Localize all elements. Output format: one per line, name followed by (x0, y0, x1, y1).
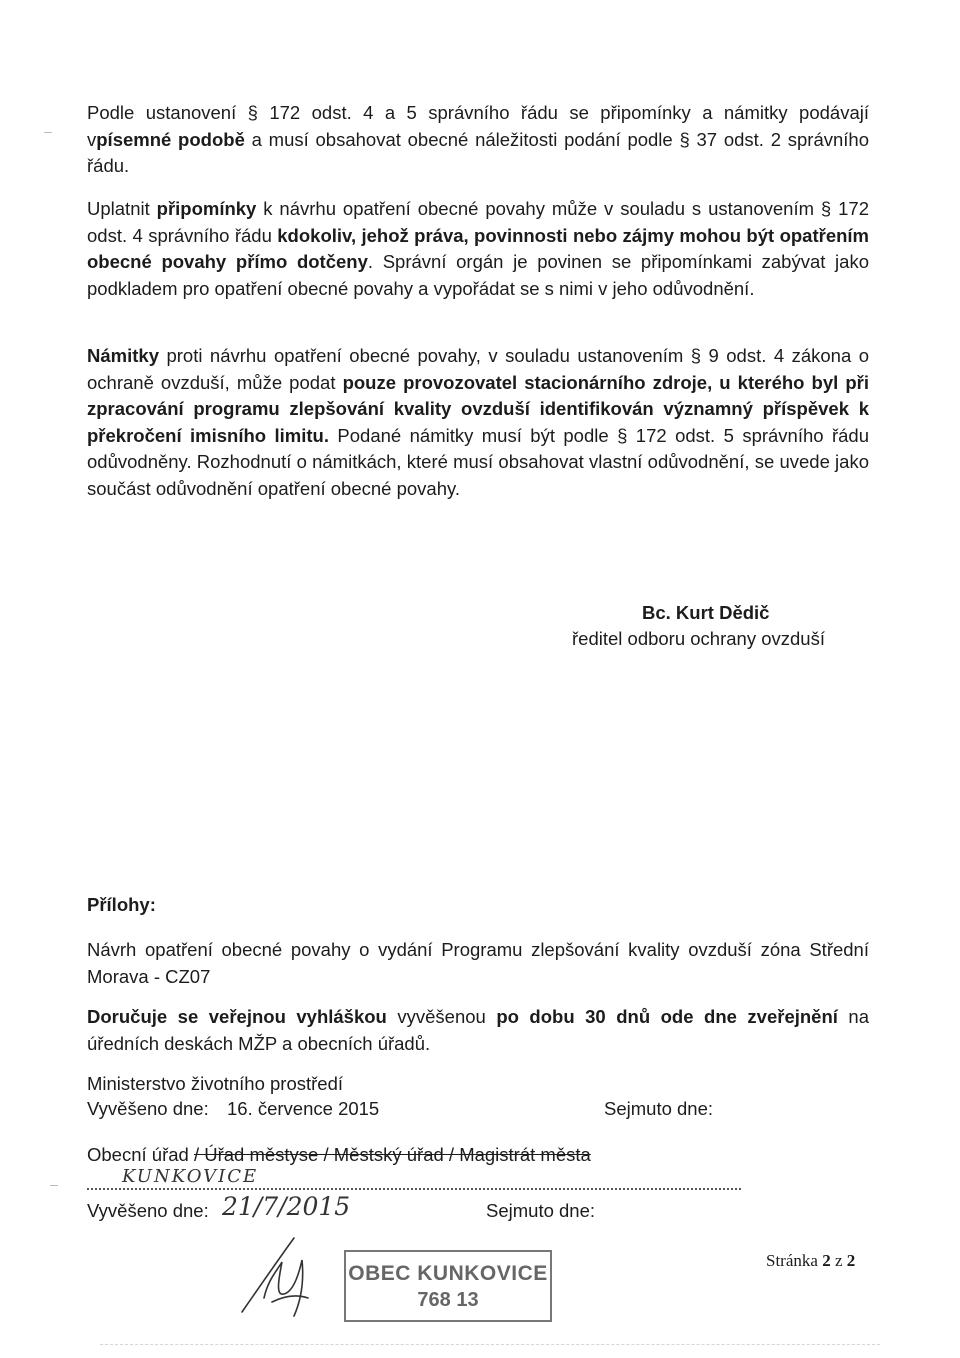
ministry-name: Ministerstvo životního prostředí (87, 1073, 344, 1094)
paragraph-submission-form (87, 100, 869, 180)
ministry-posted-date: 16. července 2015 (227, 1098, 380, 1119)
delivery-notice (87, 1004, 869, 1057)
municipal-stamp (344, 1250, 552, 1322)
page-number-prefix: Stránka (766, 1251, 823, 1270)
scan-mark (50, 1185, 58, 1186)
ministry-posted-label: Vyvěšeno dne: (87, 1098, 209, 1119)
p2-bold-2: kdokoliv, jehož práva, povinnosti nebo zájmy mohou být opatřením obecné povahy přímo dotčeny (87, 224, 869, 272)
stamp-line-1: OBEC KUNKOVICE (348, 1262, 548, 1285)
municipal-office-struck: / Úřad městyse / Městský úřad / Magistrát města (193, 1144, 591, 1165)
p3-text-1: proti návrhu opatření obecné povahy, v souladu ustanovením § 9 odst. 4 zákona o ochraně ovzduší, může podat (87, 345, 869, 393)
handwritten-municipality: KUNKOVICE (122, 1166, 259, 1187)
handwritten-signature (232, 1232, 324, 1324)
p2-text-2: k návrhu opatření obecné povahy může v souladu s ustanovením § 172 odst. 4 správního řádu (87, 198, 869, 246)
page-number-current: 2 (822, 1251, 831, 1270)
delivery-text-1: vyvěšenou (386, 1006, 497, 1027)
page-number-middle: z (830, 1251, 847, 1270)
scan-bottom-noise (100, 1343, 880, 1345)
delivery-text-2: na úředních deskách MŽP a obecních úřadů. (87, 1006, 869, 1054)
attachments-heading: Přílohy: (87, 894, 156, 915)
handwritten-posted-date: 21/7/2015 (222, 1192, 351, 1221)
signatory-role: ředitel odboru ochrany ovzduší (572, 628, 825, 649)
attachments-text: Návrh opatření obecné povahy o vydání Programu zlepšování kvality ovzduší zóna Střední Morava - CZ07 (87, 939, 869, 987)
municipal-posted-label: Vyvěšeno dne: (87, 1200, 209, 1221)
p1-bold-1: písemné podobě (96, 128, 245, 150)
p1-text-1: Podle ustanovení § 172 odst. 4 a 5 správního řádu se připomínky a námitky podávají v (87, 102, 869, 150)
p2-bold-1: připomínky (156, 198, 257, 219)
p2-text-3: . Správní orgán je povinen se připomínkami zabývat jako podkladem pro opatření obecné povahy a vypořádat se s nimi v jeho odůvodnění. (87, 251, 869, 299)
p3-bold-1: Námitky (87, 345, 159, 366)
ministry-removed-label: Sejmuto dne: (604, 1098, 714, 1119)
p2-text-1: Uplatnit (87, 198, 157, 219)
stamp-line-2: 768 13 (417, 1289, 479, 1311)
delivery-bold-2: po dobu 30 dnů ode dne zveřejnění (496, 1006, 838, 1027)
signatory-name: Bc. Kurt Dědič (642, 602, 770, 623)
p3-text-2: Podané námitky musí být podle § 172 odst. 5 správního řádu odůvodněny. Rozhodnutí o námitkách, které musí obsahovat vlastní odůvodnění, se uvede jako součást odůvodnění opatření obecné povahy. (87, 424, 870, 499)
municipal-office-line (87, 1142, 591, 1168)
delivery-bold-1: Doručuje se veřejnou vyhláškou (87, 1006, 387, 1027)
paragraph-objections (87, 343, 869, 502)
paragraph-comments (87, 196, 869, 302)
page-number-total: 2 (846, 1251, 856, 1270)
p1-text-2: a musí obsahovat obecné náležitosti podání podle § 37 odst. 2 správního řádu. (87, 128, 869, 176)
p3-bold-2: pouze provozovatel stacionárního zdroje, u kterého byl při zpracování programu zlepšování kvality ovzduší identifikován významný příspěvek k překročení imisního limitu. (87, 371, 869, 446)
municipal-office-label: Obecní úřad (87, 1144, 194, 1165)
dotted-fill-line (87, 1188, 741, 1190)
municipal-removed-label: Sejmuto dne: (486, 1200, 596, 1221)
scan-mark (44, 132, 52, 133)
page-number (766, 1251, 855, 1271)
